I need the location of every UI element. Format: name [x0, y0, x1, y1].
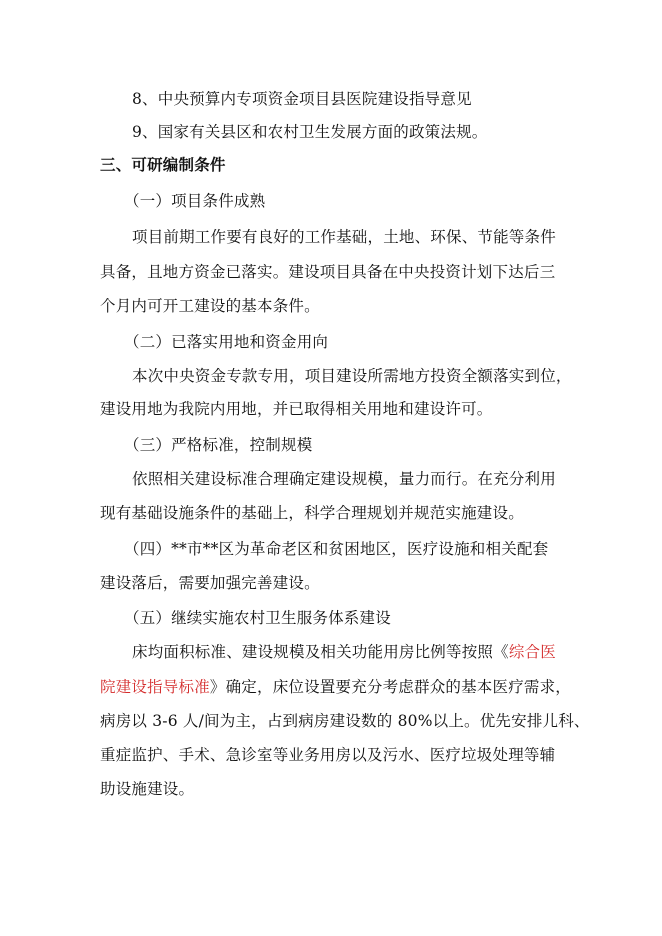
standard-reference-link[interactable]: 综合医 [508, 643, 556, 661]
list-item-8: 8、中央预算内专项资金项目县医院建设指导意见 [132, 90, 472, 108]
section-heading-3: 三、可研编制条件 [100, 156, 226, 174]
paragraph-line: 现有基础设施条件的基础上，科学合理规划并规范实施建设。 [100, 504, 524, 522]
paragraph-line: 建设落后，需要加强完善建设。 [100, 574, 320, 592]
paragraph-line: 建设用地为我院内用地，并已取得相关用地和建设许可。 [100, 400, 493, 418]
subsection-title-3: （三）严格标准，控制规模 [124, 436, 313, 454]
subsection-title-1: （一）项目条件成熟 [124, 192, 266, 210]
paragraph-line: 病房以 3-6 人/间为主，占到病房建设数的 80%以上。优先安排儿科、 [100, 712, 590, 730]
paragraph-line: 具备，且地方资金已落实。建设项目具备在中央投资计划下达后三 [100, 263, 556, 281]
paragraph-line: 项目前期工作要有良好的工作基础，土地、环保、节能等条件 [132, 228, 556, 246]
text-span: 》确定，床位设置要充分考虑群众的基本医疗需求， [209, 678, 572, 696]
subsection-title-4: （四）**市**区为革命老区和贫困地区，医疗设施和相关配套 [124, 540, 549, 558]
text-span: 床均面积标准、建设规模及相关功能用房比例等按照《 [132, 643, 509, 661]
paragraph-line [132, 642, 556, 662]
list-item-9: 9、国家有关县区和农村卫生发展方面的政策法规。 [132, 123, 488, 141]
paragraph-line: 重症监护、手术、急诊室等业务用房以及污水、医疗垃圾处理等辅 [100, 746, 556, 764]
paragraph-line: 助设施建设。 [100, 780, 195, 798]
subsection-title-5: （五）继续实施农村卫生服务体系建设 [124, 609, 391, 627]
paragraph-line [100, 677, 571, 697]
paragraph-line: 依照相关建设标准合理确定建设规模，量力而行。在充分利用 [132, 470, 556, 488]
paragraph-line: 本次中央资金专款专用，项目建设所需地方投资全额落实到位， [132, 367, 572, 385]
subsection-title-2: （二）已落实用地和资金用向 [124, 333, 329, 351]
paragraph-line: 个月内可开工建设的基本条件。 [100, 297, 320, 315]
standard-reference-link[interactable]: 院建设指导标准 [100, 678, 210, 696]
